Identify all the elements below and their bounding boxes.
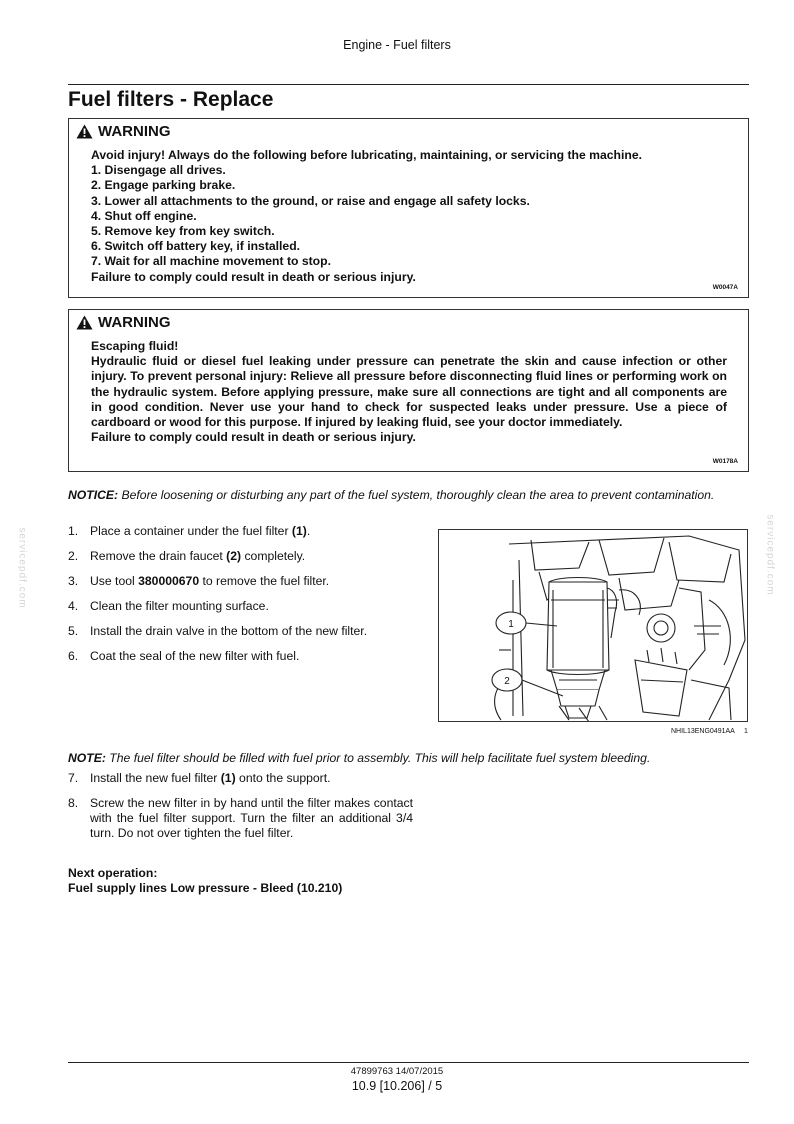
step-text-end: onto the support. [235, 771, 331, 785]
warning-heading [76, 123, 171, 140]
warning-code: W0047A [712, 284, 738, 291]
warning-title: Escaping fluid! [91, 339, 179, 353]
warning-line: Avoid injury! Always do the following before lubricating, maintaining, or servicing the machine. [91, 148, 642, 162]
watermark-left: servicepdf.com [16, 527, 28, 609]
warning-body [91, 339, 727, 445]
procedure-step [68, 599, 413, 624]
notice-text: Before loosening or disturbing any part of the fuel system, thoroughly clean the area to prevent contamination. [118, 488, 715, 502]
figure-number: 1 [744, 728, 748, 735]
procedure-step [68, 624, 413, 649]
step-bold-ref: (2) [226, 549, 242, 563]
step-number: 2. [68, 549, 79, 563]
callout-1-label: 1 [508, 619, 514, 630]
note-paragraph [68, 751, 758, 766]
step-number: 6. [68, 649, 79, 663]
step-number: 1. [68, 524, 79, 538]
warning-triangle-icon [76, 124, 93, 139]
warning-line: Failure to comply could result in death or serious injury. [91, 269, 416, 284]
step-text: Coat the seal of the new filter with fuel. [90, 649, 300, 663]
section-header: Engine - Fuel filters [343, 38, 451, 52]
step-text-end: . [306, 524, 311, 538]
step-number: 8. [68, 796, 79, 810]
figure-image-code: NHIL13ENG0491AA [671, 728, 735, 735]
note-label: NOTE: [68, 751, 106, 765]
step-text: Place a container under the fuel filter [90, 524, 292, 538]
next-operation-link[interactable]: Fuel supply lines Low pressure - Bleed (10.210) [68, 881, 343, 895]
step-text-end: completely. [241, 549, 306, 563]
warning-consequence: Failure to comply could result in death or serious injury. [91, 430, 416, 445]
warning-line: 5. Remove key from key switch. [91, 224, 275, 239]
step-number: 7. [68, 771, 79, 785]
step-text: Install the new fuel filter [90, 771, 221, 785]
next-operation-label: Next operation: [68, 866, 158, 880]
procedure-step [68, 771, 413, 796]
notice-paragraph [68, 488, 758, 503]
header-rule [68, 84, 749, 85]
step-text: Screw the new filter in by hand until the filter makes contact with the fuel filter support. Turn the filter an additional 3/4 turn. Do not over tighten the fuel filter. [90, 796, 413, 840]
callout-2-label: 2 [504, 676, 510, 687]
warning-code: W0178A [712, 458, 738, 465]
procedure-steps-first [68, 524, 413, 674]
warning-triangle-icon [76, 315, 93, 330]
footer-rule [68, 1062, 749, 1063]
warning-heading-text: WARNING [98, 314, 171, 331]
warning-line: 3. Lower all attachments to the ground, or raise and engage all safety locks. [91, 193, 530, 208]
warning-heading [76, 314, 171, 331]
fuel-filter-figure [438, 529, 748, 722]
page-title: Fuel filters - Replace [68, 88, 274, 111]
warning-heading-text: WARNING [98, 123, 171, 140]
procedure-step [68, 796, 413, 841]
warning-line: 4. Shut off engine. [91, 208, 197, 223]
footer-page-ref: 10.9 [10.206] / 5 [351, 1079, 443, 1093]
procedure-step [68, 574, 413, 599]
step-bold-ref: (1) [220, 771, 236, 785]
warning-paragraph: Hydraulic fluid or diesel fuel leaking under pressure can penetrate the skin and cause infection or other injury. To prevent personal injury: Relieve all pressure before disconnecting fluid lines or performing work on the hydraulic system. Before applying pressure, make sure all connections are tight and all components are in good condition. Never use your hand to check for suspected leaks under pressure. Use a piece of cardboard or wood for this purpose. If injured by leaking fluid, see your doctor immediately. [91, 354, 727, 430]
step-text: Install the drain valve in the bottom of the new filter. [90, 624, 368, 638]
step-text-end: to remove the fuel filter. [199, 574, 330, 588]
step-text: Use tool [90, 574, 139, 588]
step-number: 4. [68, 599, 79, 613]
warning-line: 6. Switch off battery key, if installed. [91, 239, 301, 254]
step-bold-ref: (1) [291, 524, 307, 538]
procedure-step [68, 649, 413, 674]
warning-box-general [68, 118, 749, 298]
step-text: Clean the filter mounting surface. [90, 599, 269, 613]
procedure-step [68, 549, 413, 574]
watermark-right: servicepdf.com [764, 514, 776, 596]
warning-body [91, 148, 727, 285]
warning-line: 7. Wait for all machine movement to stop. [91, 254, 331, 269]
engine-illustration [439, 530, 748, 722]
step-text: Remove the drain faucet [90, 549, 227, 563]
warning-box-escaping-fluid [68, 309, 749, 472]
notice-label: NOTICE: [68, 488, 119, 502]
step-number: 5. [68, 624, 79, 638]
footer-document-ref: 47899763 14/07/2015 [350, 1066, 444, 1077]
procedure-steps-second [68, 771, 413, 841]
warning-line: 1. Disengage all drives. [91, 163, 226, 178]
step-number: 3. [68, 574, 79, 588]
procedure-step [68, 524, 413, 549]
warning-line: 2. Engage parking brake. [91, 178, 236, 193]
step-bold-ref: 380000670 [138, 574, 200, 588]
note-text: The fuel filter should be filled with fuel prior to assembly. This will help facilitate fuel system bleeding. [105, 751, 651, 765]
